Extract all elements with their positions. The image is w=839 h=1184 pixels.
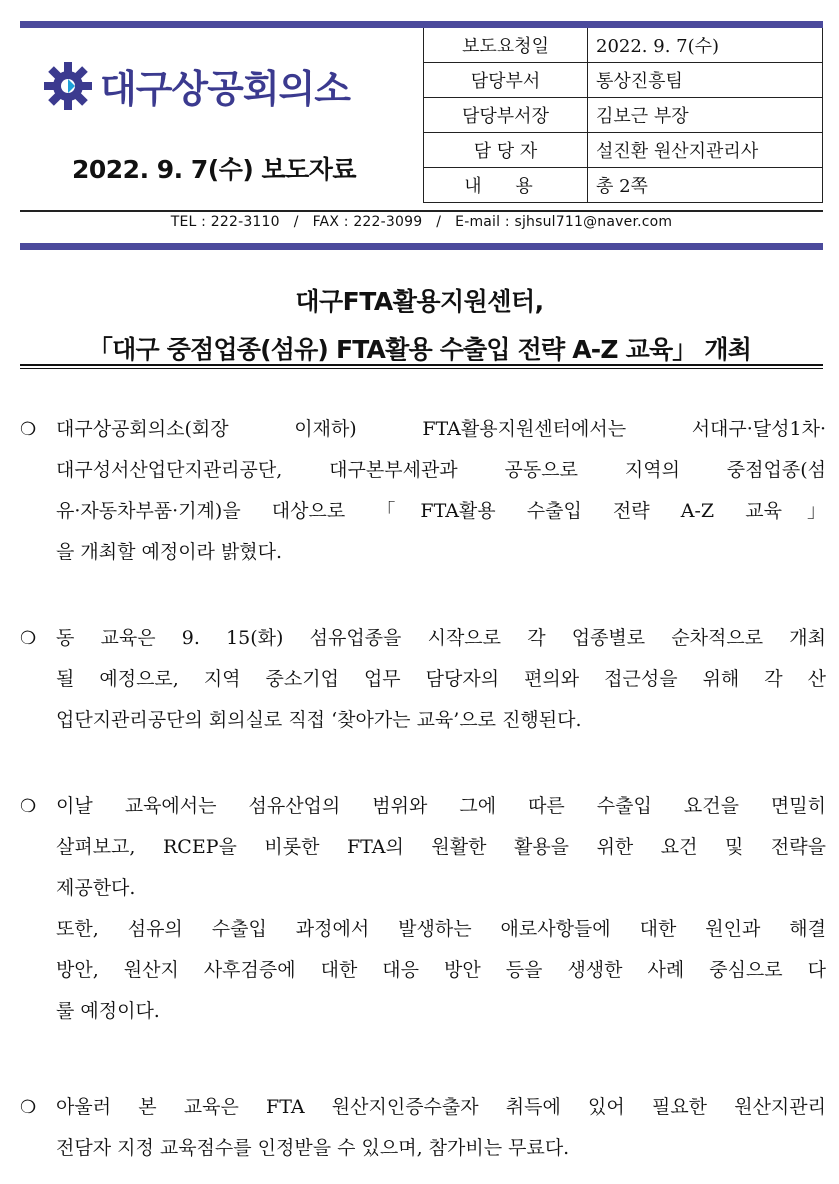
org-logo (42, 58, 350, 113)
release-date-label: 2022. 9. 7(수) 보도자료 (72, 155, 357, 184)
headline-underline (20, 364, 823, 366)
header-divider (20, 210, 823, 212)
info-key: 보도요청일 (424, 28, 588, 63)
bullet-icon: ❍ (20, 628, 37, 649)
paragraph-line: 업단지관리공단의 회의실로 직접 ‘찾아가는 교육’으로 진행된다. (56, 709, 582, 731)
bullet-icon: ❍ (20, 1097, 37, 1118)
bullet-icon: ❍ (20, 419, 37, 440)
paragraph-line: 을 개최할 예정이라 밝혔다. (56, 541, 283, 563)
info-key: 내 용 (424, 168, 588, 203)
info-value: 설진환 원산지관리사 (588, 133, 823, 168)
table-row (424, 63, 823, 98)
paragraph-line: 이날 교육에서는 섬유산업의 범위와 그에 따른 수출입 요건을 면밀히 (56, 795, 826, 817)
paragraph-line: 대구성서산업단지관리공단, 대구본부세관과 공동으로 지역의 중점업종(섬 (56, 459, 826, 481)
headline-line-2: 「대구 중점업종(섬유) FTA활용 수출입 전략 A-Z 교육」 개최 (87, 335, 752, 364)
paragraph-line: 전담자 지정 교육점수를 인정받을 수 있으며, 참가비는 무료다. (56, 1137, 570, 1159)
paragraph-line: 동 교육은 9. 15(화) 섬유업종을 시작으로 각 업종별로 순차적으로 개최 (56, 627, 826, 649)
headline-underline (20, 368, 823, 369)
info-value: 김보근 부장 (588, 98, 823, 133)
table-row (424, 28, 823, 63)
paragraph-line: 살펴보고, RCEP을 비롯한 FTA의 원활한 활용을 위한 요건 및 전략을 (56, 836, 826, 858)
info-value: 총 2쪽 (588, 168, 823, 203)
table-row (424, 98, 823, 133)
info-key: 담당부서 (424, 63, 588, 98)
table-row (424, 133, 823, 168)
paragraph-line: 될 예정으로, 지역 중소기업 업무 담당자의 편의와 접근성을 위해 각 산 (56, 668, 826, 690)
top-accent-bar (20, 21, 823, 28)
info-key: 담 당 자 (424, 133, 588, 168)
gear-icon (42, 60, 94, 112)
bullet-icon: ❍ (20, 796, 37, 817)
paragraph-line: 제공한다. (56, 877, 136, 899)
org-name: 대구상공회의소 (100, 67, 350, 111)
paragraph-line: 아울러 본 교육은 FTA 원산지인증수출자 취득에 있어 필요한 원산지관리 (56, 1096, 826, 1118)
press-release-header (20, 28, 823, 211)
paragraph-line: 룰 예정이다. (56, 1000, 160, 1022)
info-value: 통상진흥팀 (588, 63, 823, 98)
release-info-table (423, 28, 823, 203)
paragraph-2 (20, 618, 826, 741)
paragraph-4 (20, 1087, 826, 1169)
paragraph-3 (20, 786, 826, 1032)
header-bottom-bar (20, 243, 823, 250)
info-key: 담당부서장 (424, 98, 588, 133)
paragraph-line: 대구상공회의소(회장 이재하) FTA활용지원센터에서는 서대구·달성1차· (56, 418, 826, 440)
info-value: 2022. 9. 7(수) (588, 28, 823, 63)
paragraph-1 (20, 409, 826, 573)
headline-line-1: 대구FTA활용지원센터, (295, 287, 544, 316)
paragraph-line: 방안, 원산지 사후검증에 대한 대응 방안 등을 생생한 사례 중심으로 다 (56, 959, 826, 981)
paragraph-line: 유·자동차부품·기계)을 대상으로 「FTA활용 수출입 전략 A-Z 교육」 (56, 500, 826, 522)
table-row (424, 168, 823, 203)
contact-info: TEL : 222-3110 / FAX : 222-3099 / E-mail : sjhsul711@naver.com (170, 214, 673, 230)
paragraph-line: 또한, 섬유의 수출입 과정에서 발생하는 애로사항들에 대한 원인과 해결 (56, 918, 826, 940)
